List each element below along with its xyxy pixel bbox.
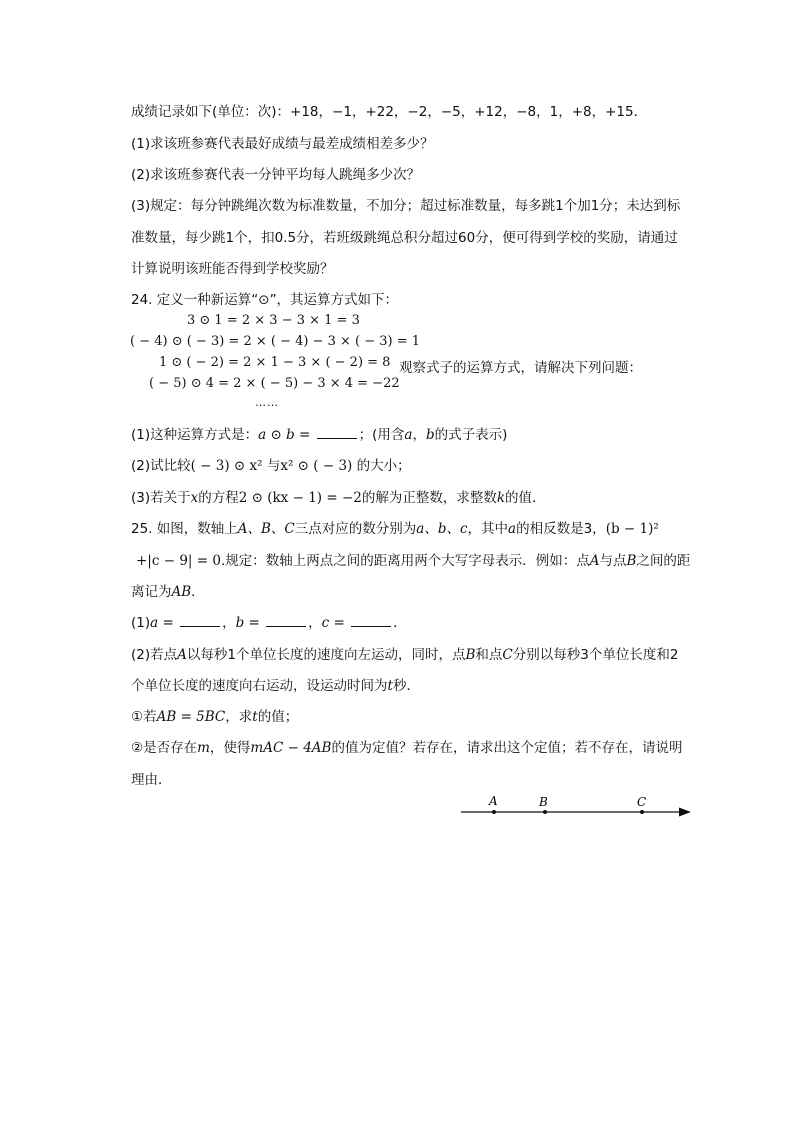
p25-q1-a-eq: a = — [150, 615, 179, 631]
p25-q2i-text-3: 的值； — [257, 709, 299, 725]
p24-example-ellipsis: …… — [255, 396, 279, 409]
p24-q2-expression-1: ( − 3) ⊙ x² — [190, 458, 267, 474]
p25-question-1 — [131, 613, 407, 633]
p25-l2-text: .规定：数轴上两点之间的距离用两个大写字母表示．例如：点 — [220, 553, 590, 569]
p24-q3-text: (3)若关于 — [131, 490, 191, 506]
p24-q1-comma: ， — [412, 427, 426, 443]
p25-l1-points: A、B、C — [237, 521, 295, 537]
p24-q1-var-b: b — [425, 427, 435, 443]
p25-l3-ab: AB — [171, 584, 192, 600]
p24-observe: 观察式子的运算方式，请解决下列问题： — [399, 360, 642, 376]
p24-question-1 — [131, 425, 507, 445]
p25-q2ii-text: ②是否存在 — [131, 740, 198, 756]
p25-q2-l2-text: 个单位长度的速度向右运动，设运动时间为 — [131, 678, 388, 694]
p25-l1-text-3: ，其中 — [467, 521, 509, 537]
p25-question-2-line-2 — [131, 676, 420, 696]
p25-q2i-text-2: ，求 — [225, 709, 253, 725]
p25-q1-sep-1: ， — [222, 615, 236, 631]
p25-l2-point-b: B — [626, 553, 637, 569]
p25-q2-text-3: 和点 — [475, 647, 503, 663]
p25-l2-text-2: 与点 — [599, 553, 627, 569]
p25-q2i-var-t: t — [252, 709, 258, 725]
p25-q2ii-var-m: m — [197, 740, 210, 756]
p25-q1-c-eq: c = — [321, 615, 350, 631]
p25-l3-end: ． — [191, 584, 205, 600]
p25-l1-text-4: 的相反数是3， — [516, 521, 606, 537]
point-a-label: A — [489, 794, 498, 808]
p25-l1-vars: a、b、c — [416, 521, 468, 537]
point-c-dot — [640, 810, 644, 814]
p25-q2-l2-end: 秒． — [392, 678, 420, 694]
p25-q2-point-c: C — [502, 647, 513, 663]
p25-question-2-ii-line-2: 理由． — [131, 772, 172, 788]
p24-q3-var-k: k — [496, 490, 506, 506]
p25-question-2-ii — [131, 738, 682, 758]
p25-q2ii-expression: mAC − 4AB — [250, 740, 332, 756]
p25-q1-b-blank[interactable] — [266, 614, 306, 627]
p24-question-3 — [131, 488, 546, 508]
p24-example-2: ( − 4) ⊙ ( − 3) = 2 × ( − 4) − 3 × ( − 3) = 1 — [130, 334, 421, 349]
p24-q1-text-3: 的式子表示) — [434, 427, 508, 443]
p24-q3-equation: 2 ⊙ (kx − 1) = −2 — [238, 490, 362, 506]
p25-q2ii-text-2: ，使得 — [209, 740, 251, 756]
p24-q2-text: (2)试比较 — [131, 458, 191, 474]
p24-q2-with: 与 — [266, 458, 281, 474]
p23-question-2: (2)求该班参赛代表一分钟平均每人跳绳多少次？ — [131, 167, 421, 183]
p25-q2-text: (2)若点 — [131, 647, 178, 663]
p25-l2-text-3: 之间的距 — [636, 553, 691, 569]
p25-q2i-expression: AB = 5BC — [156, 709, 226, 725]
point-a-dot — [492, 810, 496, 814]
p23-question-1: (1)求该班参赛代表最好成绩与最差成绩相差多少？ — [131, 136, 434, 152]
p25-q1-b-eq: b = — [235, 615, 265, 631]
p24-example-3: 1 ⊙ ( − 2) = 2 × 1 − 3 × ( − 2) = 8 — [159, 355, 391, 370]
p24-q1-text-2: ；(用含 — [358, 427, 405, 443]
p24-q1-text: (1)这种运算方式是： — [131, 427, 259, 443]
p24-example-1: 3 ⊙ 1 = 2 × 3 − 3 × 1 = 3 — [187, 313, 360, 328]
p25-q2-point-b: B — [465, 647, 476, 663]
p25-l2-expression: +|c − 9| = 0 — [136, 553, 221, 569]
p25-q2-var-t: t — [387, 678, 393, 694]
p23-scores: 成绩记录如下(单位：次)：+18，−1，+22，−2，−5，+12，−8，1，+8，+15． — [131, 104, 648, 120]
p24-q3-text-3: 的解为正整数，求整数 — [361, 490, 497, 506]
point-c-label: C — [637, 795, 647, 809]
number-line-figure — [455, 790, 700, 826]
number-line-arrow-icon — [679, 808, 691, 817]
p25-intro-line-3 — [131, 582, 205, 602]
p25-l1-var-a: a — [508, 521, 517, 537]
p24-q3-var-x: x — [190, 490, 199, 506]
p25-l2-point-a: A — [589, 553, 600, 569]
p23-question-3-line-1: (3)规定：每分钟跳绳次数为标准数量，不加分；超过标准数量，每多跳1个加1分；未达到标 — [131, 198, 681, 214]
p24-q1-var-a: a — [404, 427, 413, 443]
p24-q2-expression-2: x² ⊙ ( − 3) — [280, 458, 357, 474]
p25-intro-line-1 — [131, 519, 659, 539]
p25-question-2-line-1 — [131, 645, 678, 665]
p25-q2ii-text-3: 的值为定值？若存在，请求出这个定值；若不存在，请说明 — [331, 740, 683, 756]
p25-intro-line-2 — [136, 551, 690, 571]
p25-q2-text-2: 以每秒1个单位长度的速度向左运动，同时，点 — [186, 647, 466, 663]
p25-l3-text: 离记为 — [131, 584, 172, 600]
p25-question-2-i — [131, 707, 298, 727]
p25-q1-sep-2: ， — [308, 615, 322, 631]
p25-q1-end: ． — [393, 615, 407, 631]
p25-q1-a-blank[interactable] — [180, 614, 220, 627]
p25-l1-expression: (b − 1)² — [605, 521, 659, 537]
p24-question-2 — [131, 456, 411, 476]
p24-q1-expression: a ⊙ b = — [258, 427, 315, 443]
p25-q2-point-a: A — [177, 647, 187, 663]
p24-q3-text-4: 的值． — [505, 490, 546, 506]
p24-intro: 24. 定义一种新运算“⊙”，其运算方式如下： — [131, 292, 399, 308]
point-b-label: B — [539, 795, 548, 809]
p25-q1-label: (1) — [131, 615, 151, 631]
p24-example-4: ( − 5) ⊙ 4 = 2 × ( − 5) − 3 × 4 = −22 — [149, 376, 400, 391]
p23-question-3-line-3: 计算说明该班能否得到学校奖励？ — [131, 261, 334, 277]
p25-l1-text: 25. 如图，数轴上 — [131, 521, 238, 537]
p25-q2i-text: ①若 — [131, 709, 157, 725]
p24-q2-text-2: 的大小； — [356, 458, 411, 474]
p25-l1-text-2: 三点对应的数分别为 — [294, 521, 417, 537]
p23-question-3-line-2: 准数量，每少跳1个，扣0.5分，若班级跳绳总积分超过60分，便可得到学校的奖励，请通过 — [131, 230, 678, 246]
p25-q2-text-4: 分别以每秒3个单位长度和2 — [512, 647, 679, 663]
p24-q3-text-2: 的方程 — [198, 490, 239, 506]
p25-q1-c-blank[interactable] — [351, 614, 391, 627]
point-b-dot — [543, 810, 547, 814]
p24-q1-answer-blank[interactable] — [317, 426, 357, 439]
